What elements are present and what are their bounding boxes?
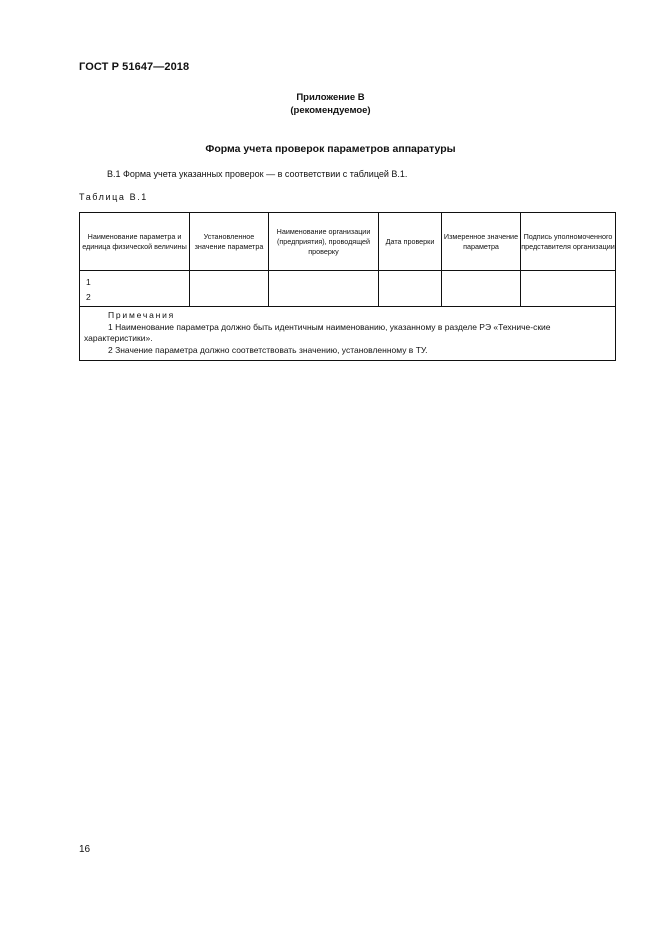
form-title: Форма учета проверок параметров аппаратуры bbox=[205, 143, 456, 155]
notes-row bbox=[80, 307, 616, 361]
col-header-date: Дата проверки bbox=[379, 213, 442, 271]
table-header-row bbox=[80, 213, 616, 271]
empty-cell bbox=[379, 271, 442, 307]
col-header-organization: Наименование организации (предприятия), проводящей проверку bbox=[269, 213, 379, 271]
appendix-subtitle: (рекомендуемое) bbox=[290, 105, 371, 116]
col-header-parameter-name: Наименование параметра и единица физической величины bbox=[80, 213, 190, 271]
notes-title: Примечания bbox=[108, 310, 176, 320]
row-number-1: 1 bbox=[86, 277, 91, 287]
table-caption: Таблица В.1 bbox=[79, 192, 148, 202]
note-2: 2 Значение параметра должно соответствовать значению, установленному в ТУ. bbox=[108, 344, 428, 355]
standard-number: ГОСТ Р 51647—2018 bbox=[79, 61, 190, 73]
empty-cell bbox=[269, 271, 379, 307]
intro-paragraph: В.1 Форма учета указанных проверок — в соответствии с таблицей В.1. bbox=[107, 169, 408, 179]
appendix-title: Приложение В bbox=[296, 92, 365, 103]
notes-cell bbox=[80, 307, 616, 361]
empty-cell bbox=[442, 271, 521, 307]
appendix-heading bbox=[0, 91, 661, 117]
empty-cell bbox=[190, 271, 269, 307]
col-header-signature: Подпись уполномоченного представителя организации bbox=[521, 213, 616, 271]
note-1: 1 Наименование параметра должно быть идентичным наименованию, указанному в разделе РЭ «Техниче-ские характеристики». bbox=[84, 321, 551, 343]
table-row bbox=[80, 271, 616, 307]
row-number-cell bbox=[80, 271, 190, 307]
empty-cell bbox=[521, 271, 616, 307]
col-header-measured-value: Измеренное значение параметра bbox=[442, 213, 521, 271]
col-header-set-value: Установленное значение параметра bbox=[190, 213, 269, 271]
row-number-2: 2 bbox=[86, 292, 91, 302]
inspection-form-table bbox=[79, 212, 616, 361]
page-number: 16 bbox=[79, 844, 91, 855]
